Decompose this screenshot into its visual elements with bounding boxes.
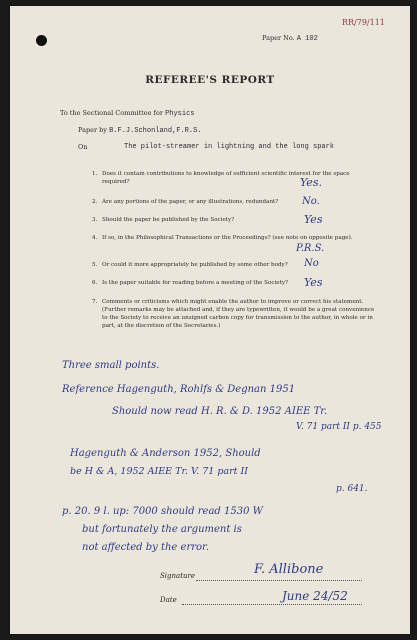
section-value: Physics	[165, 110, 195, 118]
question-number: 6.	[92, 280, 98, 286]
answer-5: No	[304, 258, 319, 269]
on-line	[78, 143, 88, 151]
signature-line	[196, 580, 362, 581]
paper-title-value: The pilot-streamer in lightning and the long spark	[124, 143, 335, 151]
question-1	[92, 170, 382, 190]
on-label: On	[78, 143, 88, 151]
archive-reference: RR/79/111	[342, 18, 385, 27]
comment-line: V. 71 part II p. 455	[296, 422, 382, 432]
punch-hole	[36, 35, 47, 46]
question-4	[92, 234, 382, 254]
comment-line: Three small points.	[62, 360, 160, 371]
date-line	[182, 604, 362, 605]
paper-by-label: Paper by	[78, 126, 107, 134]
question-number: 4.	[92, 235, 98, 241]
comment-line: Hagenguth & Anderson 1952, Should	[70, 448, 261, 459]
author-value: B.F.J.Schonland,F.R.S.	[109, 127, 202, 135]
comment-line: but fortunately the argument is	[82, 524, 242, 535]
paper-number-value: A 102	[296, 35, 318, 43]
question-number: 3.	[92, 217, 98, 223]
question-text: Does it contain contributions to knowledge of sufficient scientific interest for the space required?	[102, 171, 350, 185]
question-number: 2.	[92, 199, 98, 205]
signature-value: F. Allibone	[254, 562, 324, 577]
comment-line: Should now read H. R. & D. 1952 AIEE Tr.	[112, 406, 328, 417]
question-number: 7.	[92, 299, 98, 305]
signature-label: Signature	[160, 572, 196, 580]
question-7	[92, 298, 382, 340]
comment-line: be H & A, 1952 AIEE Tr. V. 71 part II	[70, 466, 248, 477]
comment-line: p. 641.	[336, 484, 368, 494]
question-number: 1.	[92, 171, 98, 177]
question-number: 5.	[92, 262, 98, 268]
answer-3: Yes	[304, 213, 323, 226]
question-text: Or could it more appropriately be published by some other body?	[102, 262, 288, 268]
answer-1: Yes.	[300, 176, 322, 189]
page-title: REFEREE'S REPORT	[145, 74, 275, 86]
answer-2: No.	[302, 196, 320, 207]
comment-line: p. 20. 9 l. up: 7000 should read 1530 W	[62, 506, 263, 517]
paper-by-line	[78, 126, 201, 135]
report-sheet	[10, 6, 410, 634]
question-text: Comments or criticisms which might enable the author to improve or correct his statement. (Further remarks may be attached and, if they are typewritten, it would be a great convenience to the Society to receive an unsigned carbon copy for transmission to the author, in whole or in part, at the discretion of the Secretaries.)	[102, 299, 375, 329]
paper-number	[262, 34, 318, 43]
question-text: Are any portions of the paper, or any illustrations, redundant?	[102, 199, 279, 205]
comment-line: Reference Hagenguth, Rohlfs & Degnan 1951	[62, 384, 296, 395]
to-line-label: To the Sectional Committee for	[60, 109, 163, 117]
to-line	[60, 109, 194, 118]
comment-line: not affected by the error.	[82, 542, 209, 553]
question-text: Is the paper suitable for reading before a meeting of the Society?	[102, 280, 289, 286]
question-text: Should the paper be published by the Society?	[102, 217, 235, 223]
question-text: If so, in the Philosophical Transactions or the Proceedings? (see note on opposite page).	[102, 235, 353, 241]
answer-6: Yes	[304, 276, 323, 289]
date-label: Date	[160, 596, 177, 604]
paper-number-label: Paper No.	[262, 34, 295, 42]
date-value: June 24/52	[282, 589, 348, 603]
answer-4: P.R.S.	[296, 243, 325, 254]
